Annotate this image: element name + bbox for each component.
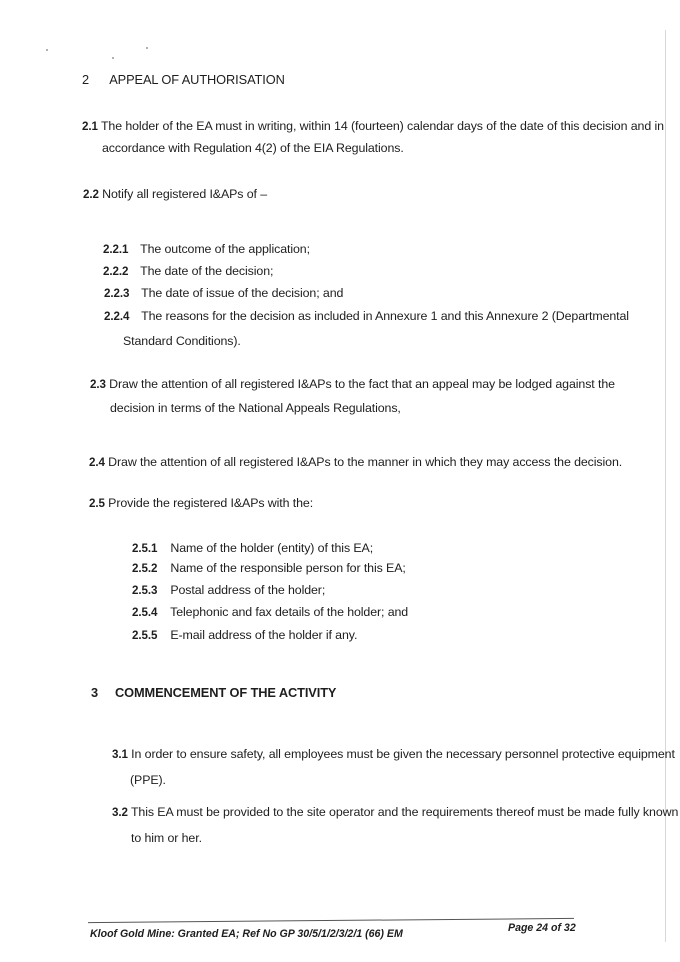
clause-text: This EA must be provided to the site operator and the requirements thereof must be made fully known — [130, 805, 679, 819]
subclause-number: 2.2.1 — [103, 243, 129, 256]
subclause-number: 2.5.4 — [132, 606, 158, 619]
section-number: 3 — [91, 685, 99, 700]
section-number: 2 — [82, 72, 90, 87]
subclause-text: The outcome of the application; — [140, 242, 310, 256]
subclause-2-2-3 — [104, 285, 343, 302]
subclause-number: 2.5.1 — [132, 542, 158, 555]
subclause-number: 2.5.3 — [132, 584, 158, 597]
subclause-2-5-3 — [132, 582, 325, 599]
scan-speck — [112, 57, 114, 59]
subclause-number: 2.2.3 — [104, 287, 130, 300]
page-number: Page 24 of 32 — [508, 922, 576, 934]
clause-text: (PPE). — [130, 773, 166, 787]
clause-text: decision in terms of the National Appeals Regulations, — [110, 401, 401, 415]
clause-2-2 — [83, 186, 267, 203]
clause-number: 2.5 — [89, 497, 105, 510]
subclause-text: Telephonic and fax details of the holder; and — [170, 605, 409, 619]
clause-text: Provide the registered I&APs with the: — [108, 496, 314, 510]
subclause-2-2-4-cont — [123, 333, 241, 349]
footer-reference: Kloof Gold Mine: Granted EA; Ref No GP 30/5/1/2/3/2/1 (66) EM — [90, 928, 403, 940]
clause-2-1 — [82, 118, 664, 135]
clause-2-3 — [90, 376, 615, 393]
subclause-2-2-1 — [103, 241, 310, 258]
clause-text: Draw the attention of all registered I&APs to the manner in which they may access the decision. — [108, 455, 623, 469]
footer-rule — [88, 918, 574, 923]
clause-number: 2.2 — [83, 188, 99, 201]
subclause-text: Postal address of the holder; — [170, 583, 326, 597]
section-3-heading — [91, 685, 336, 701]
clause-3-1-cont — [130, 772, 166, 788]
clause-text: to him or her. — [131, 831, 202, 845]
subclause-text: The reasons for the decision as included in Annexure 1 and this Annexure 2 (Departmental — [141, 309, 629, 323]
subclause-number: 2.5.5 — [132, 629, 158, 642]
subclause-text: The date of issue of the decision; and — [141, 286, 344, 300]
clause-number: 2.3 — [90, 378, 106, 391]
subclause-2-5-1 — [132, 540, 373, 557]
scan-speck — [46, 49, 48, 51]
subclause-text: Standard Conditions). — [123, 334, 241, 348]
scan-speck — [146, 47, 148, 49]
clause-text: Notify all registered I&APs of – — [102, 187, 268, 201]
clause-3-1 — [112, 746, 675, 763]
clause-text: accordance with Regulation 4(2) of the EIA Regulations. — [102, 141, 404, 155]
subclause-number: 2.2.2 — [103, 265, 129, 278]
section-2-heading — [82, 72, 285, 88]
clause-2-1-cont — [102, 140, 404, 156]
subclause-2-5-2 — [132, 560, 406, 577]
subclause-2-2-4 — [104, 308, 629, 325]
section-title: APPEAL OF AUTHORISATION — [109, 72, 285, 87]
clause-2-5 — [89, 495, 313, 512]
subclause-2-5-5 — [132, 627, 357, 644]
clause-number: 2.4 — [89, 456, 105, 469]
subclause-text: E-mail address of the holder if any. — [170, 628, 358, 642]
subclause-2-5-4 — [132, 604, 408, 621]
subclause-2-2-2 — [103, 263, 273, 280]
subclause-number: 2.5.2 — [132, 562, 158, 575]
subclause-text: Name of the holder (entity) of this EA; — [170, 541, 374, 555]
clause-text: Draw the attention of all registered I&APs to the fact that an appeal may be lodged against the — [109, 377, 615, 391]
clause-number: 2.1 — [82, 120, 98, 133]
subclause-text: Name of the responsible person for this EA; — [170, 561, 406, 575]
subclause-number: 2.2.4 — [104, 310, 130, 323]
clause-3-2-cont — [131, 830, 202, 846]
section-title: COMMENCEMENT OF THE ACTIVITY — [114, 685, 337, 700]
clause-number: 3.2 — [112, 806, 128, 819]
clause-3-2 — [112, 804, 678, 821]
clause-text: In order to ensure safety, all employees must be given the necessary personnel protective equipment — [131, 747, 675, 761]
subclause-text: The date of the decision; — [140, 264, 274, 278]
clause-number: 3.1 — [112, 748, 128, 761]
clause-2-4 — [89, 454, 622, 471]
clause-text: The holder of the EA must in writing, within 14 (fourteen) calendar days of the date of this decision and in — [100, 119, 664, 133]
clause-2-3-cont — [110, 400, 401, 416]
